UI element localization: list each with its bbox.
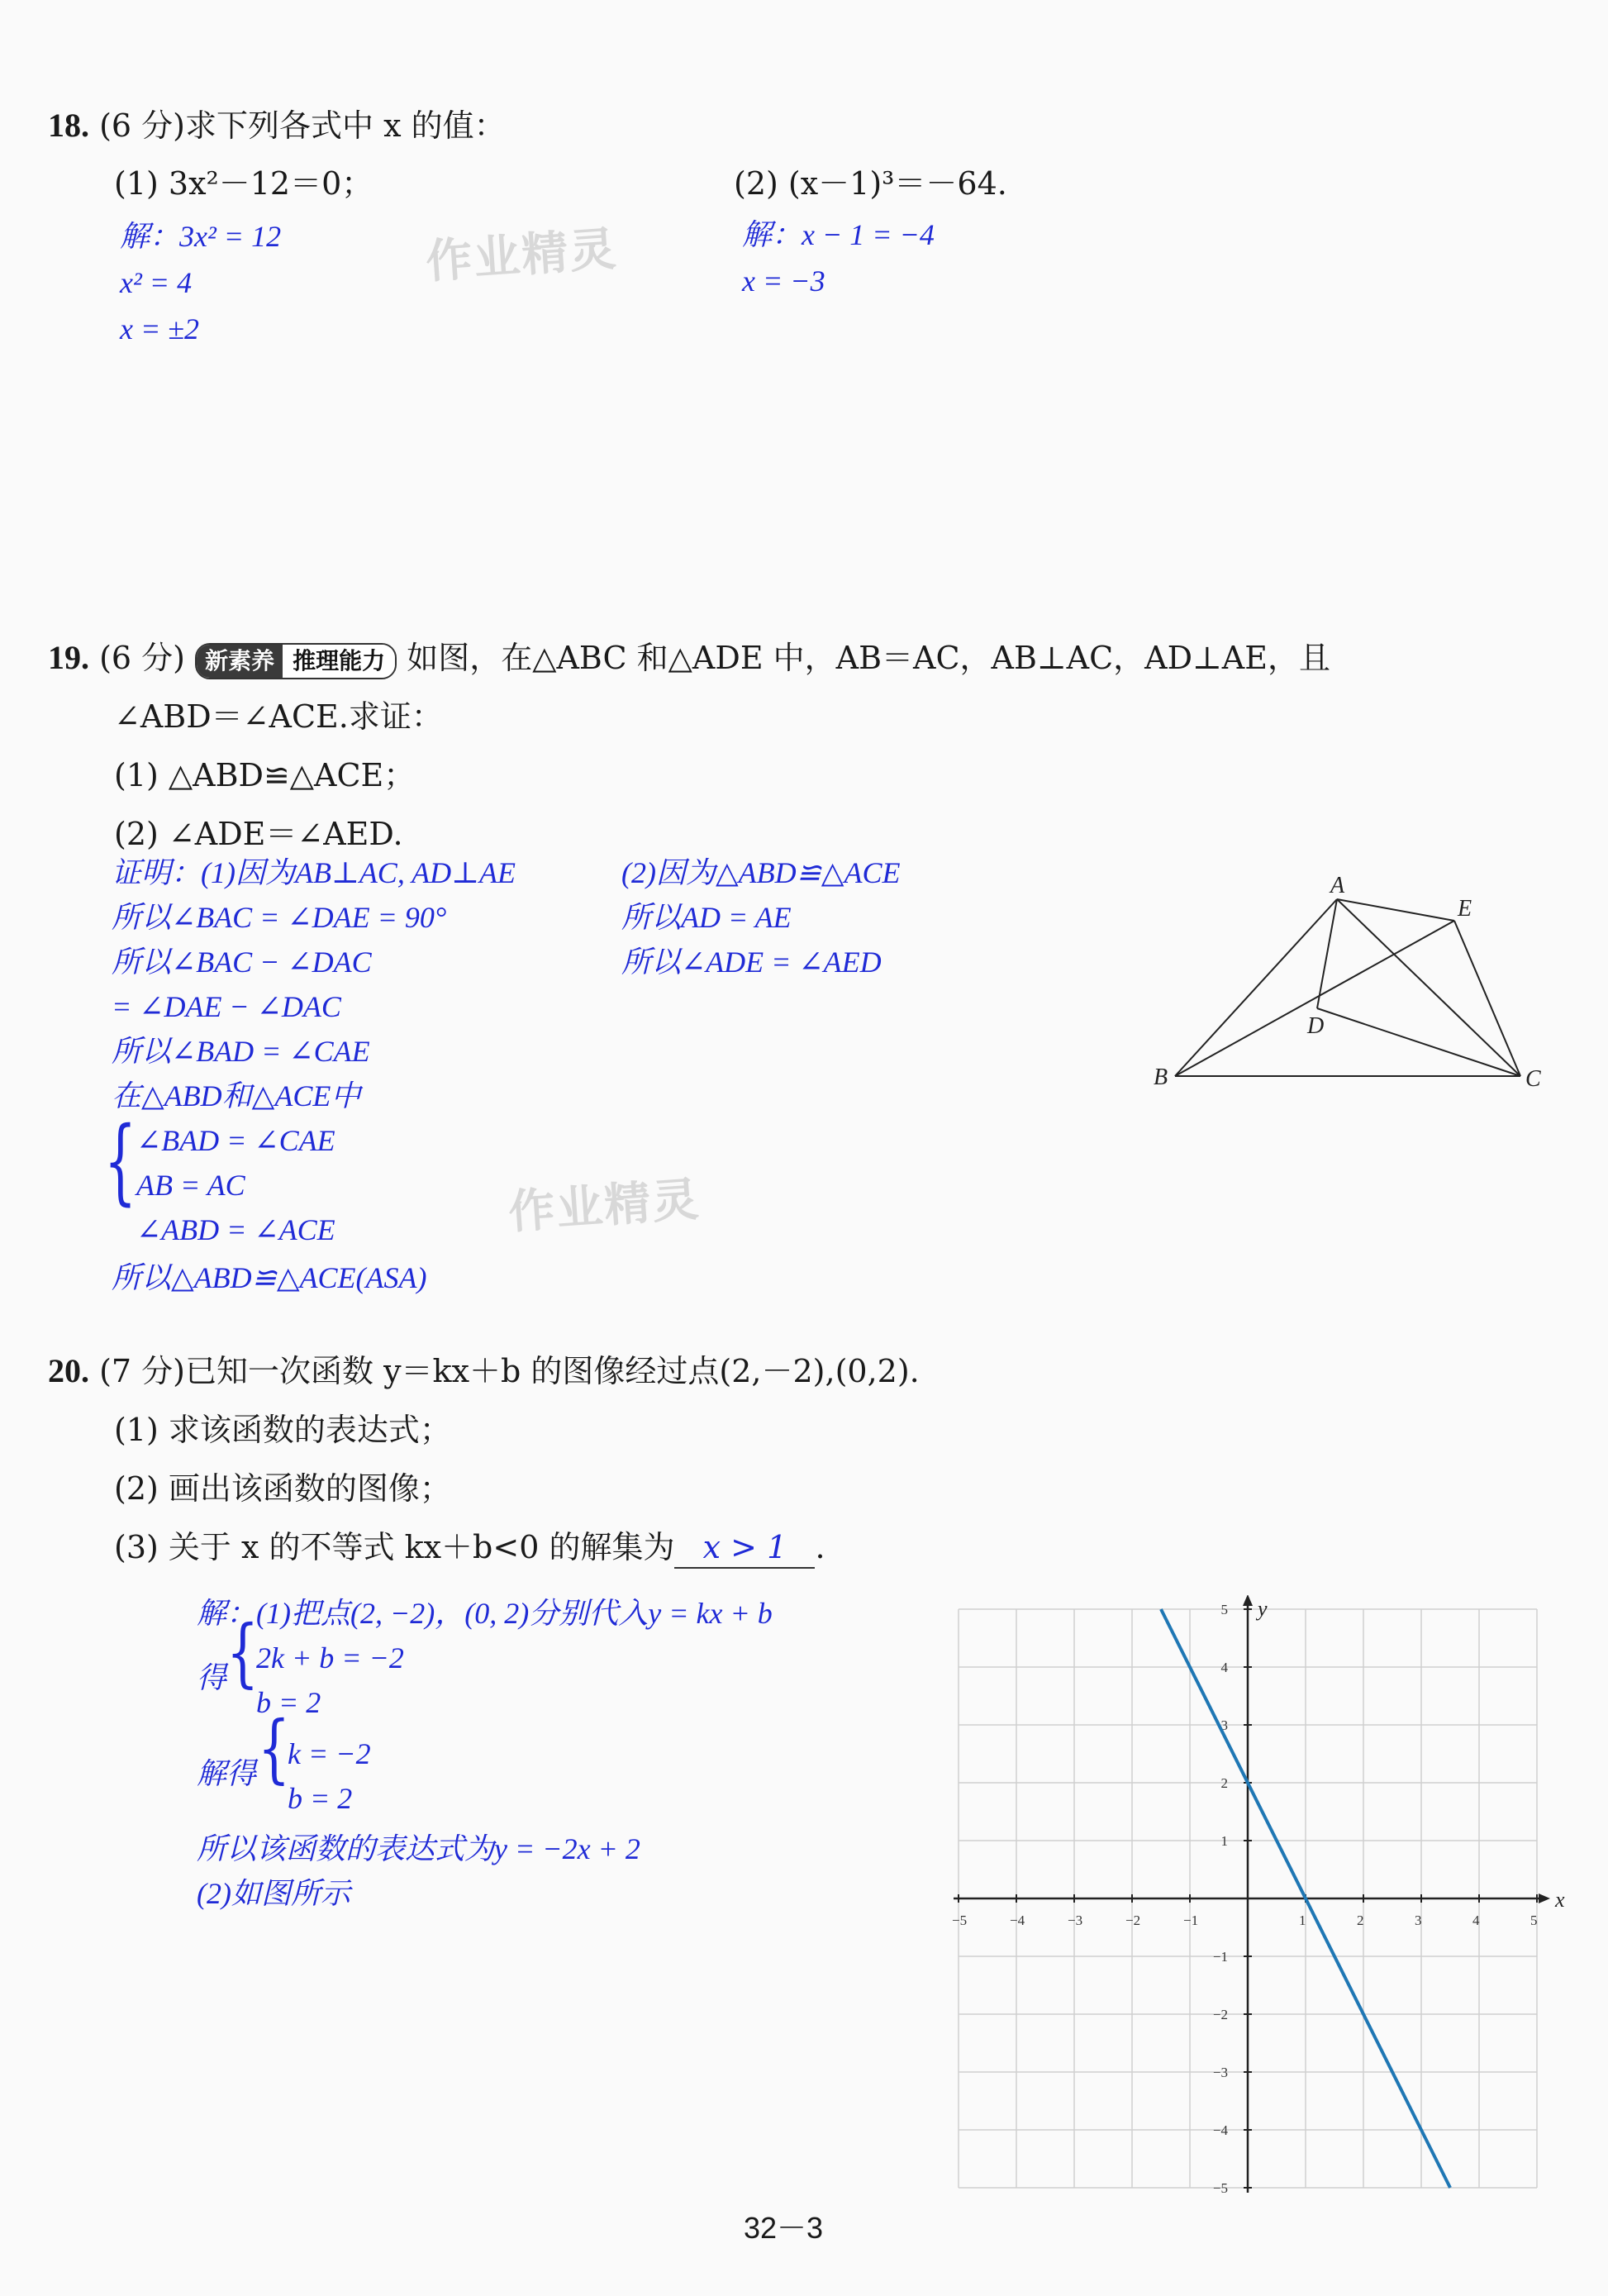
y-tick-label: 1 bbox=[1220, 1833, 1228, 1849]
proof2-line: 所以AD = AE bbox=[621, 901, 792, 934]
q20-expression: 所以该函数的表达式为y = −2x + 2 bbox=[197, 1832, 640, 1865]
x-tick-label: 5 bbox=[1530, 1913, 1538, 1928]
x-tick-label: −4 bbox=[1010, 1913, 1025, 1928]
system-brace: { bbox=[226, 1610, 259, 1696]
triangle-figure bbox=[1124, 868, 1570, 1099]
system-line: 2k + b = −2 bbox=[256, 1641, 404, 1674]
system-line: b = 2 bbox=[288, 1782, 353, 1815]
label-e: E bbox=[1458, 896, 1472, 922]
answer-blank: x > 1 bbox=[674, 1527, 815, 1569]
q19-part2: (2) ∠ADE＝∠AED. bbox=[114, 816, 403, 852]
segment-ac bbox=[1337, 899, 1520, 1076]
proof-line: 所以∠BAC = ∠DAE = 90° bbox=[112, 901, 447, 934]
x-tick-label: −2 bbox=[1125, 1913, 1141, 1928]
q18-answer1-line3: x = ±2 bbox=[120, 312, 200, 345]
x-tick-label: −3 bbox=[1068, 1913, 1083, 1928]
badge-skill: 推理能力 bbox=[283, 645, 395, 678]
system-line: k = −2 bbox=[288, 1737, 371, 1770]
question-number: 18. bbox=[48, 107, 89, 144]
system-brace: { bbox=[258, 1706, 291, 1792]
segment-be bbox=[1175, 921, 1454, 1076]
proof-line: 所以∠BAD = ∠CAE bbox=[112, 1035, 370, 1068]
page-number: 32－3 bbox=[744, 2211, 824, 2245]
badge-category: 新素养 bbox=[197, 645, 283, 678]
segment-ec bbox=[1454, 921, 1520, 1076]
y-tick-label: 4 bbox=[1220, 1660, 1228, 1675]
y-tick-label: −2 bbox=[1212, 2007, 1228, 2022]
y-tick-label: 2 bbox=[1220, 1775, 1228, 1791]
literacy-badge bbox=[195, 643, 397, 679]
proof-line: 证明：(1)因为AB⊥AC, AD⊥AE bbox=[112, 856, 516, 889]
q18-part1: (1) 3x²－12＝0； bbox=[114, 165, 373, 202]
axes bbox=[954, 1595, 1565, 2193]
q20-part1: (1) 求该函数的表达式； bbox=[114, 1412, 451, 1448]
q19-prompt-cont: ∠ABD＝∠ACE.求证： bbox=[114, 698, 443, 735]
y-tick-label: 3 bbox=[1220, 1717, 1228, 1733]
q18-answer2-line2: x = −3 bbox=[742, 264, 825, 298]
label-d: D bbox=[1307, 1013, 1325, 1039]
question-number: 20. bbox=[48, 1352, 89, 1389]
x-tick-label: −1 bbox=[1183, 1913, 1199, 1928]
x-tick-label: −5 bbox=[952, 1913, 968, 1928]
segment-dc bbox=[1317, 1008, 1520, 1076]
question-prompt: (7 分)已知一次函数 y＝kx＋b 的图像经过点(2,－2),(0,2). bbox=[99, 1353, 920, 1389]
proof2-line: (2)因为△ABD≌△ACE bbox=[621, 856, 901, 889]
proof-line: 所以∠BAC − ∠DAC bbox=[112, 946, 372, 979]
system-line: b = 2 bbox=[256, 1686, 321, 1719]
question-prompt: (6 分)求下列各式中 x 的值： bbox=[99, 107, 506, 144]
question-19 bbox=[48, 638, 1330, 679]
question-prompt: 如图，在△ABC 和△ADE 中，AB＝AC，AB⊥AC，AD⊥AE，且 bbox=[407, 640, 1330, 676]
q20-jiede: 解得 bbox=[197, 1757, 257, 1790]
system-brace: { bbox=[104, 1108, 137, 1215]
q20-part2: (2) 画出该函数的图像； bbox=[114, 1470, 451, 1507]
system-line: ∠ABD = ∠ACE bbox=[136, 1213, 335, 1246]
system-line: AB = AC bbox=[136, 1169, 245, 1202]
proof-line: = ∠DAE − ∠DAC bbox=[112, 990, 341, 1023]
y-tick-label: −4 bbox=[1212, 2122, 1228, 2138]
proof2-line: 所以∠ADE = ∠AED bbox=[621, 946, 882, 979]
watermark: 作业精灵 bbox=[424, 222, 620, 290]
q20-answer2: (2)如图所示 bbox=[197, 1877, 350, 1910]
q20-de: 得 bbox=[197, 1661, 227, 1694]
proof-line: 在△ABD和△ACE中 bbox=[112, 1079, 361, 1112]
q18-part2: (2) (x－1)³＝－64. bbox=[734, 165, 1007, 202]
y-axis-arrow bbox=[1243, 1595, 1253, 1606]
y-axis-label: y bbox=[1258, 1597, 1268, 1621]
system-line: ∠BAD = ∠CAE bbox=[136, 1124, 335, 1157]
segment-ba bbox=[1175, 899, 1337, 1076]
question-18 bbox=[48, 106, 506, 145]
q18-answer1-line2: x² = 4 bbox=[120, 266, 193, 299]
x-axis-arrow bbox=[1539, 1893, 1550, 1903]
question-score: (6 分) bbox=[99, 640, 186, 676]
q20-answer-line: 解：(1)把点(2, −2)，(0, 2)分别代入y = kx + b bbox=[197, 1597, 773, 1630]
y-tick-label: −5 bbox=[1212, 2180, 1228, 2196]
label-c: C bbox=[1525, 1066, 1541, 1092]
q20-part3: (3) 关于 x 的不等式 kx＋b<0 的解集为 x > 1 . bbox=[114, 1527, 825, 1569]
coordinate-chart bbox=[942, 1595, 1587, 2215]
watermark: 作业精灵 bbox=[507, 1172, 702, 1241]
x-axis-label: x bbox=[1555, 1888, 1565, 1912]
y-tick-label: 5 bbox=[1220, 1602, 1228, 1617]
y-tick-label: −1 bbox=[1212, 1949, 1228, 1965]
q18-answer2-line1: 解：x − 1 = −4 bbox=[742, 218, 935, 251]
x-tick-label: 3 bbox=[1415, 1913, 1422, 1928]
x-tick-label: 4 bbox=[1472, 1913, 1480, 1928]
q19-part1: (1) △ABD≌△ACE； bbox=[114, 757, 416, 793]
question-number: 19. bbox=[48, 639, 89, 676]
label-a: A bbox=[1330, 873, 1345, 898]
q18-answer1-line1: 解：3x² = 12 bbox=[120, 220, 282, 253]
proof-conclusion: 所以△ABD≌△ACE(ASA) bbox=[112, 1261, 427, 1294]
x-tick-label: 1 bbox=[1299, 1913, 1306, 1928]
x-tick-label: 2 bbox=[1357, 1913, 1364, 1928]
question-20 bbox=[48, 1351, 920, 1391]
segment-ae bbox=[1337, 899, 1454, 921]
y-tick-label: −3 bbox=[1212, 2065, 1228, 2080]
label-b: B bbox=[1154, 1065, 1168, 1090]
